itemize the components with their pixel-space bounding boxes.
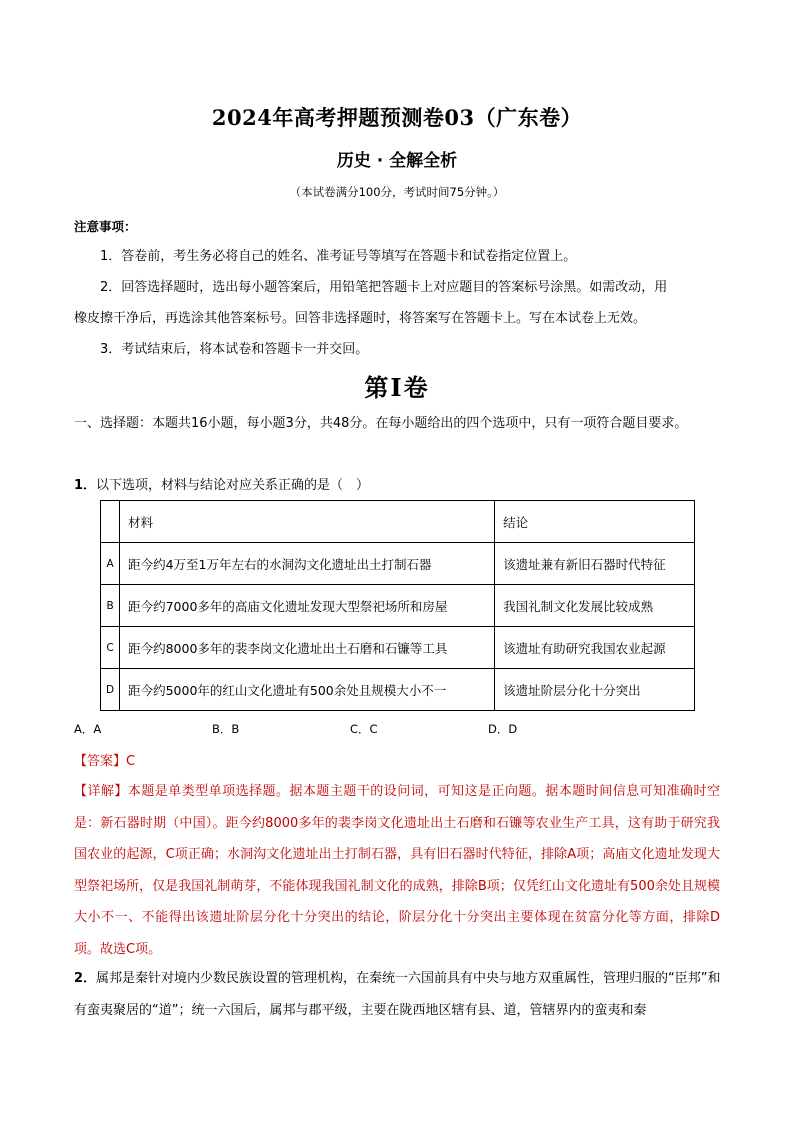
question-number: 1．: [74, 478, 97, 493]
row-material: 距今约4万至1万年左右的水洞沟文化遗址出土打制石器: [120, 543, 495, 585]
row-letter: C: [101, 627, 120, 669]
answer-choices: [74, 721, 517, 737]
question-text: 以下选项，材料与结论对应关系正确的是（ ）: [96, 478, 370, 493]
section-intro: 一、选择题：本题共16小题，每小题3分，共48分。在每小题给出的四个选项中，只有一项符合题目要求。: [74, 416, 688, 431]
question-1-stem: [74, 474, 369, 493]
notice-item-1: [74, 241, 724, 365]
row-conclusion: 我国礼制文化发展比较成熟: [495, 585, 695, 627]
choice-c: C．C: [350, 722, 378, 736]
row-letter: B: [101, 585, 120, 627]
row-letter: D: [101, 669, 120, 711]
notice-heading: 注意事项：: [74, 219, 137, 234]
table-row: [101, 543, 695, 585]
question-text: 属邦是秦针对境内少数民族设置的管理机构，在秦统一六国前具有中央与地方双重属性，管理归服的“臣邦”和有蛮夷聚居的“道”；统一六国后，属邦与郡平级，主要在陇西地区辖有县、道，管辖界内的蛮夷和秦: [74, 971, 721, 1018]
table-row: [101, 627, 695, 669]
exam-info: （本试卷满分100分，考试时间75分钟。）: [289, 185, 505, 199]
notice-line: 1．答卷前，考生务必将自己的姓名、准考证号等填写在答题卡和试卷指定位置上。: [100, 249, 577, 264]
part-title: 第Ⅰ卷: [364, 373, 430, 402]
answer-label: 【答案】C: [74, 754, 136, 769]
page-subtitle: 历史 · 全解全析: [336, 151, 458, 171]
choice-b: B．B: [212, 722, 240, 736]
notice-line: 2．回答选择题时，选出每小题答案后，用铅笔把答题卡上对应题目的答案标号涂黑。如需改动，用: [100, 280, 668, 295]
question-number: 2．: [74, 971, 97, 986]
answer-analysis: 【详解】本题是单类型单项选择题。据本题主题干的设问词，可知这是正向题。据本题时间信息可知准确时空是：新石器时期（中国）。距今约8000多年的裴李岗文化遗址出土石磨和石镰等农业生产工具，这有助于研究我国农业的起源，C项正确；水洞沟文化遗址出土打制石器，具有旧石器时代特征，排除A项；高庙文化遗址发现大型祭祀场所，仅是我国礼制萌芽，不能体现我国礼制文化的成熟，排除B项；仅凭红山文化遗址有500余处且规模大小不一、不能得出该遗址阶层分化十分突出的结论，阶层分化十分突出主要体现在贫富分化等方面，排除D项。故选C项。: [74, 784, 720, 957]
row-conclusion: 该遗址兼有新旧石器时代特征: [495, 543, 695, 585]
row-material: 距今约7000多年的高庙文化遗址发现大型祭祀场所和房屋: [120, 585, 495, 627]
choice-d: D．D: [488, 722, 518, 736]
table-header: 结论: [495, 501, 695, 543]
page-title: 2024年高考押题预测卷03（广东卷）: [211, 105, 583, 130]
notice-line: 3．考试结束后，将本试卷和答题卡一并交回。: [100, 342, 369, 357]
table-row: [101, 585, 695, 627]
options-table: [100, 500, 695, 711]
table-cell: [101, 501, 120, 543]
question-2: [74, 963, 722, 1026]
row-material: 距今约5000年的红山文化遗址有500余处且规模大小不一: [120, 669, 495, 711]
row-letter: A: [101, 543, 120, 585]
row-material: 距今约8000多年的裴李岗文化遗址出土石磨和石镰等工具: [120, 627, 495, 669]
row-conclusion: 该遗址阶层分化十分突出: [495, 669, 695, 711]
notice-line: 橡皮擦干净后，再选涂其他答案标号。回答非选择题时，将答案写在答题卡上。写在本试卷上无效。: [74, 311, 647, 326]
choice-a: A．A: [74, 722, 102, 736]
row-conclusion: 该遗址有助研究我国农业起源: [495, 627, 695, 669]
table-row: [101, 669, 695, 711]
table-header-row: [101, 501, 695, 543]
table-header: 材料: [120, 501, 495, 543]
